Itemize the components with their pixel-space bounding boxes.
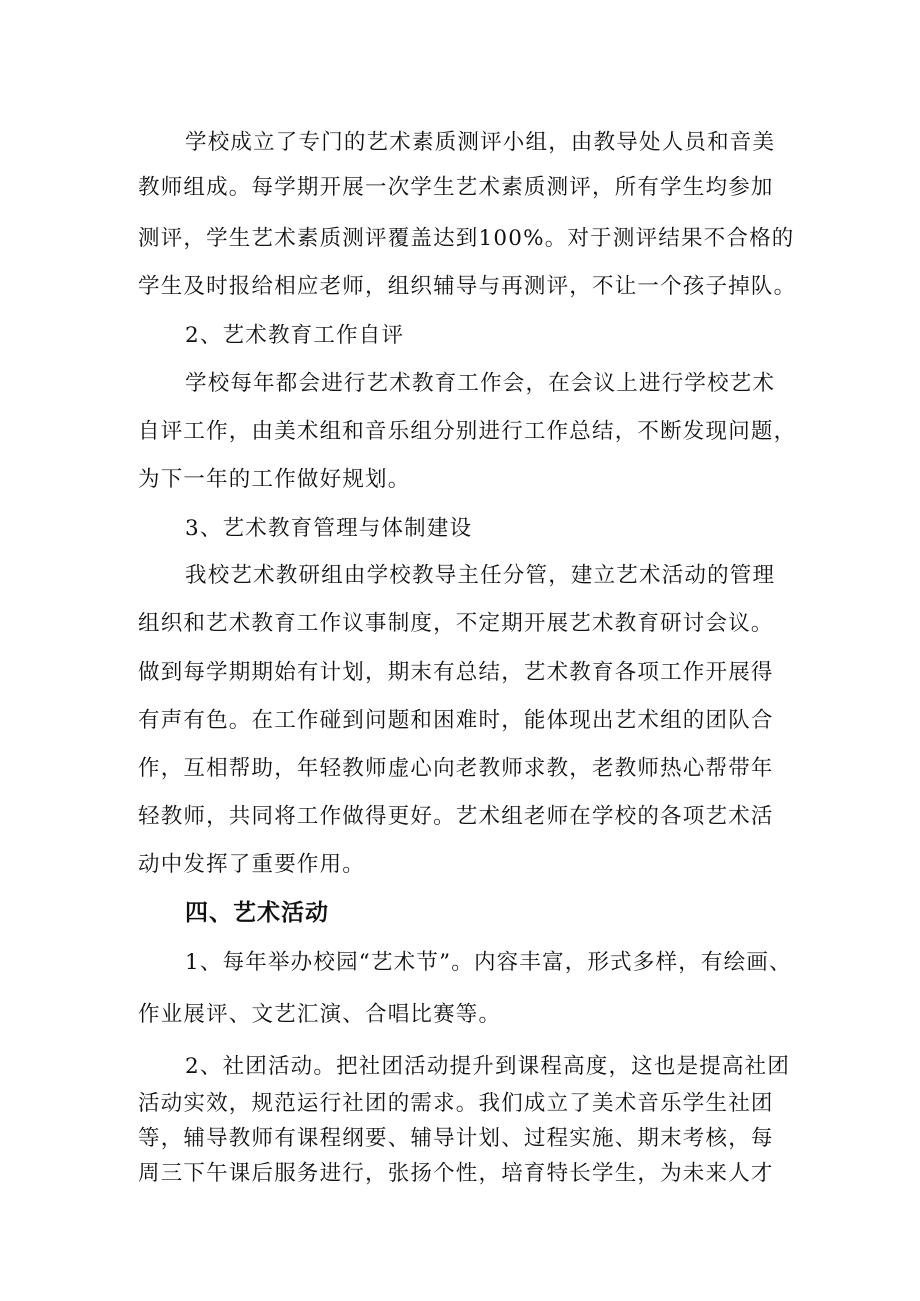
- text-line: 有声有色。在工作碰到问题和困难时，能体现出艺术组的团队合: [138, 708, 774, 733]
- text-line: 2、社团活动。把社团活动提升到课程高度，这也是提高社团: [185, 1054, 791, 1079]
- text-line: 轻教师，共同将工作做得更好。艺术组老师在学校的各项艺术活: [138, 804, 774, 829]
- text-line: 作业展评、文艺汇演、合唱比赛等。: [138, 1002, 502, 1027]
- text-line: 自评工作，由美术组和音乐组分别进行工作总结，不断发现问题，: [138, 419, 797, 444]
- text-line: 教师组成。每学期开展一次学生艺术素质测评，所有学生均参加: [138, 175, 774, 200]
- text-line: 为下一年的工作做好规划。: [138, 467, 411, 492]
- text-line: 1、每年举办校园“艺术节”。内容丰富，形式多样，有绘画、: [185, 950, 792, 975]
- text-line: 活动实效，规范运行社团的需求。我们成立了美术音乐学生社团: [138, 1091, 774, 1116]
- subheading-management-system: 3、艺术教育管理与体制建设: [185, 516, 473, 541]
- text-line: 学生及时报给相应老师，组织辅导与再测评，不让一个孩子掉队。: [138, 274, 797, 299]
- text-line: 我校艺术教研组由学校教导主任分管，建立艺术活动的管理: [185, 563, 776, 588]
- text-line: 组织和艺术教育工作议事制度，不定期开展艺术教育研讨会议。: [138, 611, 774, 636]
- text-line: 学校每年都会进行艺术教育工作会，在会议上进行学校艺术: [185, 371, 776, 396]
- section-heading-art-activities: 四、艺术活动: [185, 900, 329, 926]
- text-line: 测评，学生艺术素质测评覆盖达到100%。对于测评结果不合格的: [138, 226, 795, 251]
- text-line: 动中发挥了重要作用。: [138, 852, 366, 877]
- text-line: 等，辅导教师有课程纲要、辅导计划、过程实施、期末考核，每: [138, 1126, 774, 1151]
- text-line: 做到每学期期始有计划，期末有总结，艺术教育各项工作开展得: [138, 660, 774, 685]
- text-line: 作，互相帮助，年轻教师虚心向老教师求教，老教师热心帮带年: [138, 756, 774, 781]
- subheading-self-evaluation: 2、艺术教育工作自评: [185, 323, 405, 348]
- text-line: 学校成立了专门的艺术素质测评小组，由教导处人员和音美: [185, 130, 776, 155]
- text-line: 周三下午课后服务进行，张扬个性，培育特长学生，为未来人才: [138, 1161, 774, 1186]
